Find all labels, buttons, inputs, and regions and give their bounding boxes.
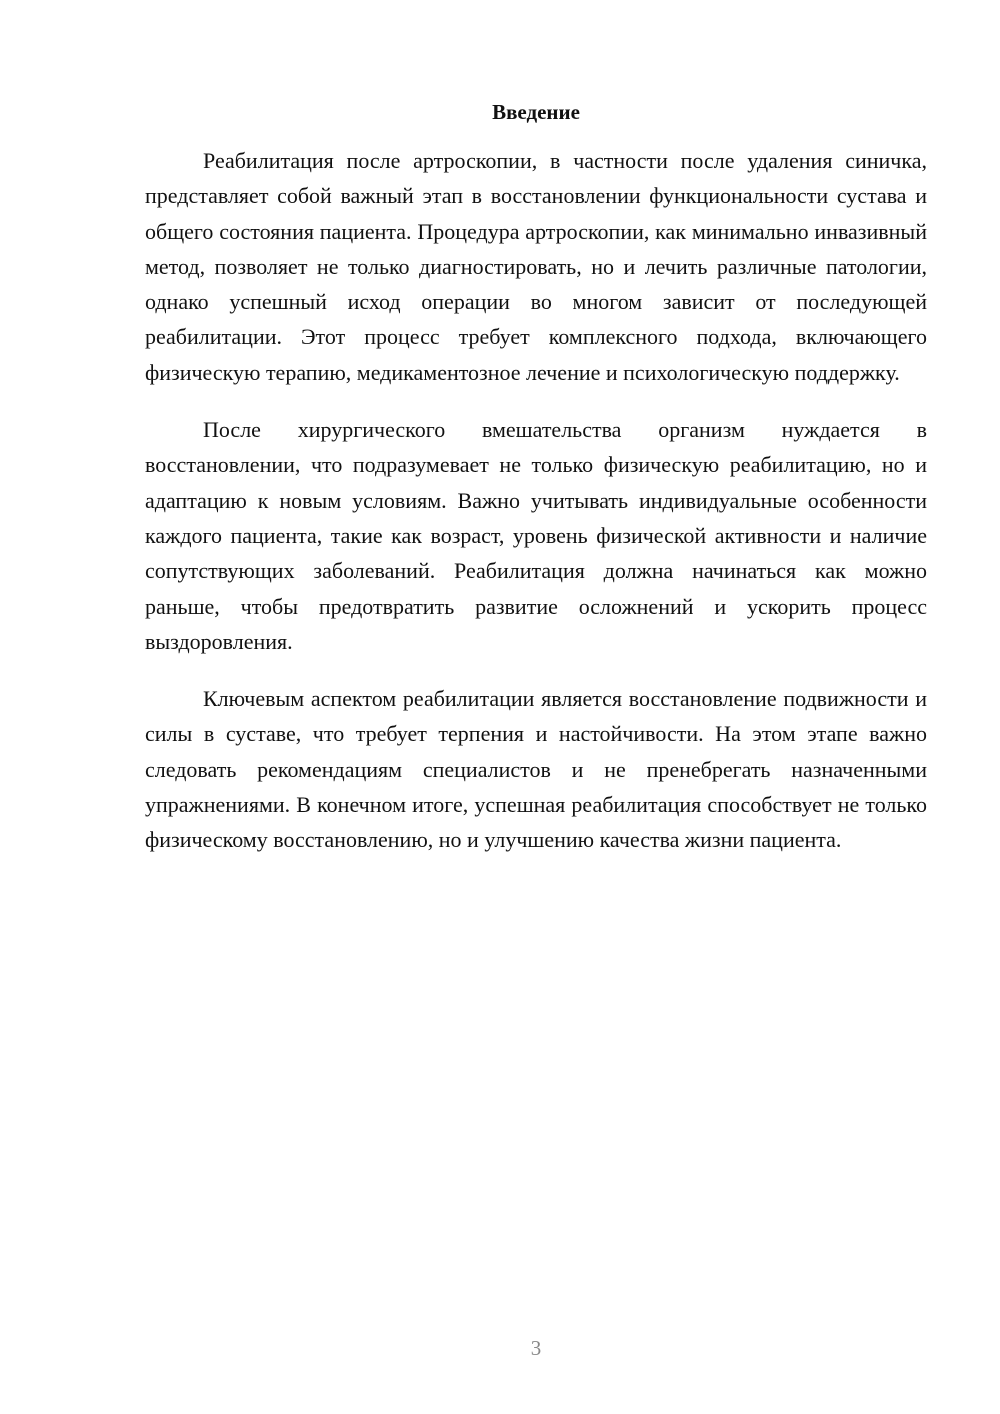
- paragraph-3: Ключевым аспектом реабилитации является восстановление подвижности и силы в суставе, что требует терпения и настойчивости. На этом этапе важно следовать рекомендациям специалистов и не пренебрегать назначенными упражнениями. В конечном итоге, успешная реабилитация способствует не только физическому восстановлению, но и улучшению качества жизни пациента.: [145, 686, 927, 853]
- paragraph-1: Реабилитация после артроскопии, в частности после удаления синичка, представляет собой важный этап в восстановлении функциональности сустава и общего состояния пациента. Процедура артроскопии, как минимально инвазивный метод, позволяет не только диагностировать, но и лечить различные патологии, однако успешный исход операции во многом зависит от последующей реабилитации. Этот процесс требует комплексного подхода, включающего физическую терапию, медикаментозное лечение и психологическую поддержку.: [145, 148, 927, 385]
- paragraph-2: После хирургического вмешательства организм нуждается в восстановлении, что подразумевает не только физическую реабилитацию, но и адаптацию к новым условиям. Важно учитывать индивидуальные особенности каждого пациента, такие как возраст, уровень физической активности и наличие сопутствующих заболеваний. Реабилитация должна начинаться как можно раньше, чтобы предотвратить развитие осложнений и ускорить процесс выздоровления.: [145, 417, 927, 654]
- body-text: [145, 143, 927, 880]
- page-number: 3: [530, 1336, 542, 1360]
- section-title: Введение: [492, 100, 580, 124]
